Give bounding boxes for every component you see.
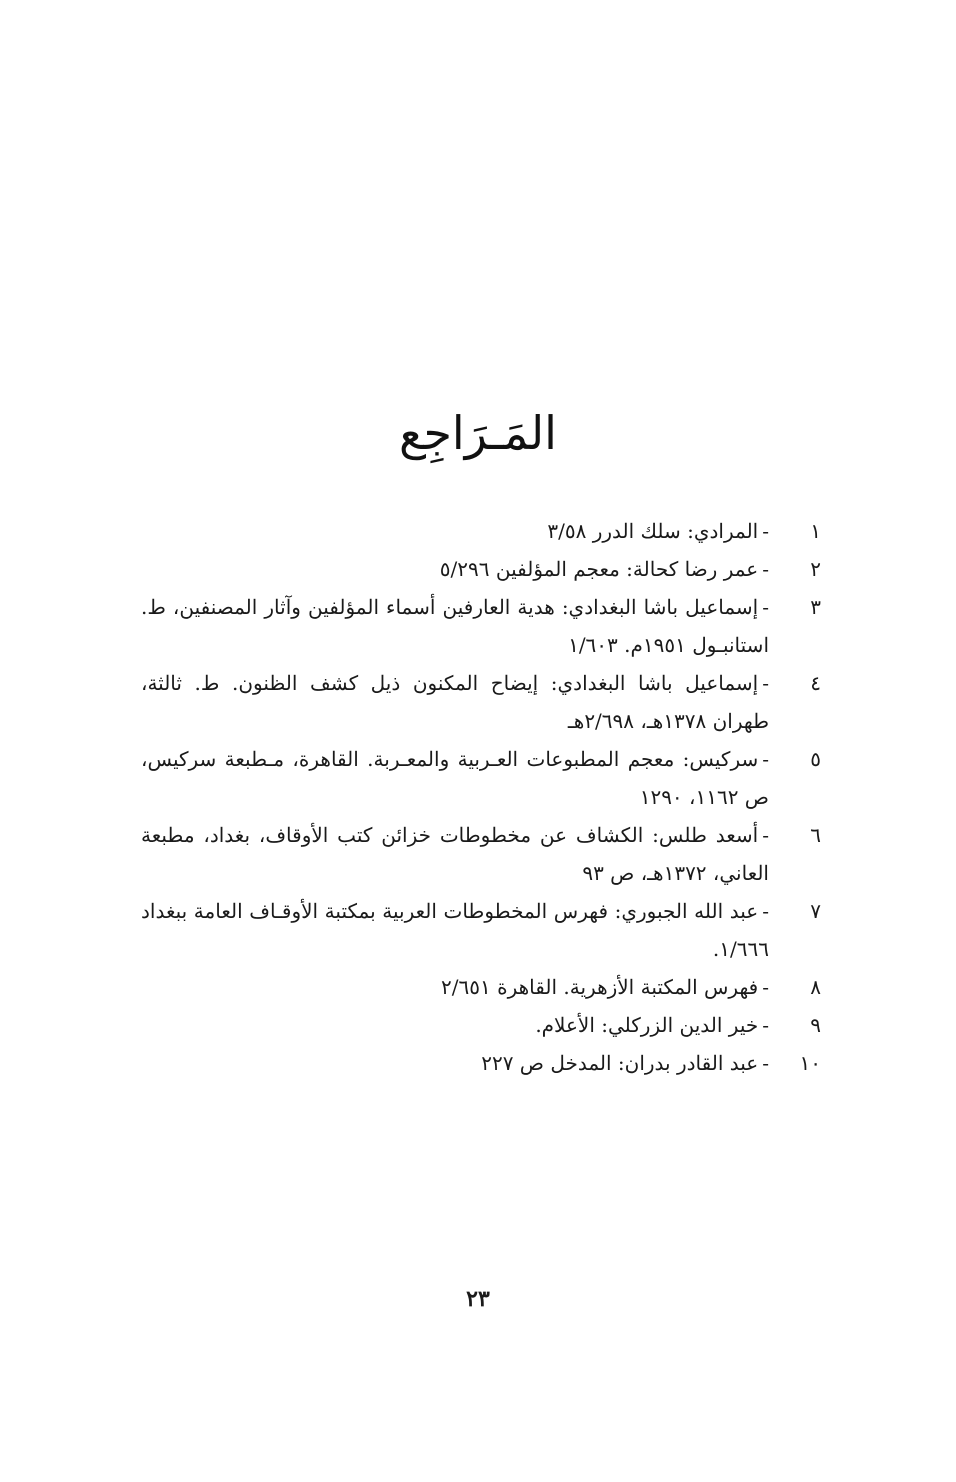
reference-text: إسماعيل باشا البغدادي: إيضاح المكنون ذيل كشف الظنون. ط. ثالثة، طهران ١٣٧٨هـ، ٢/٦٩٨هـ bbox=[141, 671, 769, 733]
reference-number: ٤ bbox=[810, 671, 821, 695]
reference-item: ٢ -عمر رضا كحالة: معجم المؤلفين ٥/٢٩٦ bbox=[141, 550, 821, 588]
reference-text: أسعد طلس: الكشاف عن مخطوطات خزائن كتب الأوقاف، بغداد، مطبعة العاني، ١٣٧٢هـ، ص ٩٣ bbox=[141, 823, 769, 885]
reference-item: ٤ -إسماعيل باشا البغدادي: إيضاح المكنون ذيل كشف الظنون. ط. ثالثة، طهران ١٣٧٨هـ، ٢/٦٩٨هـ bbox=[141, 664, 821, 740]
reference-number: ٧ bbox=[810, 899, 821, 923]
reference-text: خير الدين الزركلي: الأعلام. bbox=[535, 1013, 759, 1037]
reference-item: ١٠ -عبد القادر بدران: المدخل ص ٢٢٧ bbox=[141, 1044, 821, 1082]
reference-number: ٨ bbox=[810, 975, 821, 999]
reference-text: فهرس المكتبة الأزهرية. القاهرة ٢/٦٥١ bbox=[441, 975, 759, 999]
reference-text: عبد الله الجبوري: فهرس المخطوطات العربية بمكتبة الأوقـاف العامة ببغداد ١/٦٦٦. bbox=[141, 899, 769, 961]
reference-item: ٣ -إسماعيل باشا البغدادي: هدية العارفين أسماء المؤلفين وآثار المصنفين، ط. استانبـول ١٩٥١م. ١/٦٠٣ bbox=[141, 588, 821, 664]
reference-text: عبد القادر بدران: المدخل ص ٢٢٧ bbox=[481, 1051, 759, 1075]
reference-text: إسماعيل باشا البغدادي: هدية العارفين أسماء المؤلفين وآثار المصنفين، ط. استانبـول ١٩٥١م. ١/٦٠٣ bbox=[141, 595, 769, 657]
reference-number: ٩ bbox=[810, 1013, 821, 1037]
reference-text: عمر رضا كحالة: معجم المؤلفين ٥/٢٩٦ bbox=[439, 557, 759, 581]
reference-item: ٩ -خير الدين الزركلي: الأعلام. bbox=[141, 1006, 821, 1044]
reference-number: ٦ bbox=[810, 823, 821, 847]
reference-item: ٧ -عبد الله الجبوري: فهرس المخطوطات العربية بمكتبة الأوقـاف العامة ببغداد ١/٦٦٦. bbox=[141, 892, 821, 968]
reference-item: ٥ -سركيس: معجم المطبوعات العـربية والمعـربة. القاهرة، مـطبعة سركيس، ص ١١٦٢، ١٢٩٠ bbox=[141, 740, 821, 816]
reference-number: ٣ bbox=[810, 595, 821, 619]
reference-number: ١٠ bbox=[799, 1051, 821, 1075]
page-number: ٢٣ bbox=[466, 1286, 490, 1312]
reference-number: ٥ bbox=[810, 747, 821, 771]
reference-item: ١ -المرادي: سلك الدرر ٣/٥٨ bbox=[141, 512, 821, 550]
references-list bbox=[141, 512, 821, 1082]
page-title: المَـرَاجِع bbox=[399, 406, 557, 460]
reference-number: ١ bbox=[810, 519, 821, 543]
reference-item: ٨ -فهرس المكتبة الأزهرية. القاهرة ٢/٦٥١ bbox=[141, 968, 821, 1006]
reference-text: سركيس: معجم المطبوعات العـربية والمعـربة. القاهرة، مـطبعة سركيس، ص ١١٦٢، ١٢٩٠ bbox=[141, 747, 769, 809]
reference-item: ٦ -أسعد طلس: الكشاف عن مخطوطات خزائن كتب الأوقاف، بغداد، مطبعة العاني، ١٣٧٢هـ، ص ٩٣ bbox=[141, 816, 821, 892]
reference-number: ٢ bbox=[810, 557, 821, 581]
reference-text: المرادي: سلك الدرر ٣/٥٨ bbox=[547, 519, 759, 543]
